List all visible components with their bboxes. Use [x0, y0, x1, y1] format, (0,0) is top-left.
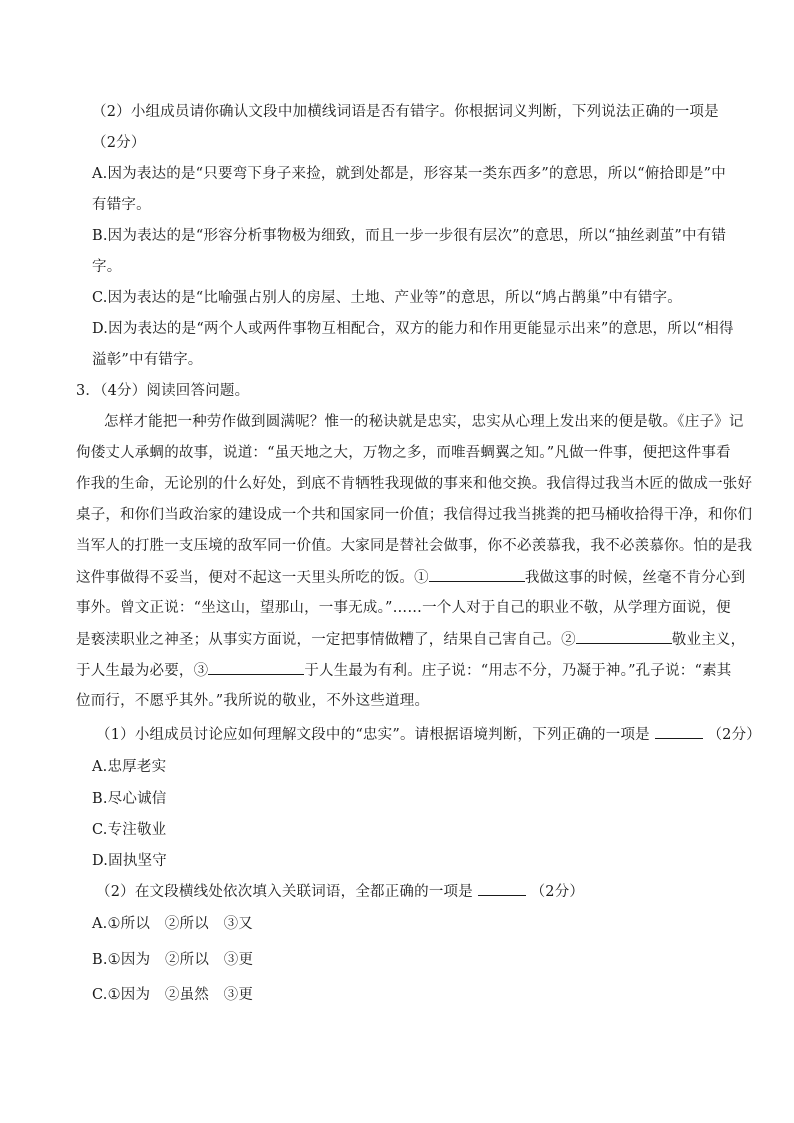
- q3-1-option-b: B.尽心诚信: [92, 791, 167, 807]
- passage-line-9-part2: 于人生最为有利。庄子说：“用志不分，乃凝于神。”孔子说：“素其: [304, 663, 732, 679]
- blank-2[interactable]: [576, 629, 672, 644]
- question-2-stem-score: （2分）: [92, 135, 146, 151]
- q3-1-option-a: A.忠厚老实: [92, 759, 167, 775]
- passage-line-7: 事外。曾文正说：“坐这山，望那山，一事无成。”……一个人对于自己的职业不敬，从学理方面说，便: [76, 600, 731, 616]
- question-3-title: 3．（4分）阅读回答问题。: [76, 383, 250, 399]
- option-a-line1: A.因为表达的是“只要弯下身子来捡，就到处都是，形容某一类东西多”的意思，所以“俯拾即是”中: [92, 166, 726, 182]
- passage-line-4: 桌子，和你们当政治家的建设成一个共和国家同一价值；我信得过我当挑粪的把马桶收拾得干净，和你们: [76, 507, 753, 523]
- passage-line-9: [76, 660, 732, 681]
- question-3-2-stem: [96, 881, 584, 902]
- option-a-line2: 有错字。: [92, 197, 151, 213]
- q3-2-option-b: B.①因为 ②所以 ③更: [92, 952, 254, 968]
- passage-line-3: 作我的生命，无论别的什么好处，到底不肯牺牲我现做的事来和他交换。我信得过我当木匠的做成一张好: [76, 476, 753, 492]
- question-3-2-score: （2分）: [530, 884, 585, 900]
- q3-1-option-c: C.专注敬业: [92, 822, 167, 838]
- passage-line-1: 怎样才能把一种劳作做到圆满呢？惟一的秘诀就是忠实，忠实从心理上发出来的便是敬。《庄子》记: [104, 414, 744, 430]
- passage-line-5: 当军人的打胜一支压境的敌军同一价值。大家同是替社会做事，你不必羡慕我，我不必羡慕你。怕的是我: [76, 538, 753, 554]
- passage-line-8: [76, 629, 745, 650]
- question-3-1-stem-text: （1）小组成员讨论应如何理解文段中的“忠实”。请根据语境判断，下列正确的一项是: [96, 727, 650, 743]
- q3-1-option-d: D.固执坚守: [92, 853, 167, 869]
- blank-1[interactable]: [429, 567, 525, 582]
- question-3-1-stem: [96, 724, 761, 745]
- question-3-2-stem-text: （2）在文段横线处依次填入关联词语，全都正确的一项是: [96, 884, 473, 900]
- option-d-line1: D.因为表达的是“两个人或两件事物互相配合，双方的能力和作用更能显示出来”的意思，所以“相得: [92, 321, 734, 337]
- passage-line-10: 位而行，不愿乎其外。”我所说的敬业，不外这些道理。: [76, 693, 430, 709]
- option-b-line2: 字。: [92, 259, 122, 275]
- question-3-1-score: （2分）: [707, 727, 762, 743]
- passage-line-2: 佝偻丈人承蜩的故事，说道：“虽天地之大，万物之多，而唯吾蜩翼之知。”凡做一件事，便把这件事看: [76, 445, 731, 461]
- answer-blank-3-1[interactable]: [655, 724, 703, 739]
- option-b-line1: B.因为表达的是“形容分析事物极为细致，而且一步一步很有层次”的意思，所以“抽丝剥茧”中有错: [92, 228, 727, 244]
- q3-2-option-a: A.①所以 ②所以 ③又: [92, 916, 253, 932]
- passage-line-8-part1: 是亵渎职业之神圣；从事实方面说，一定把事情做糟了，结果自己害自己。②: [76, 632, 576, 648]
- option-d-line2: 溢彰”中有错字。: [92, 352, 203, 368]
- passage-line-6-part1: 这件事做得不妥当，便对不起这一天里头所吃的饭。①: [76, 570, 429, 586]
- option-c-line1: C.因为表达的是“比喻强占别人的房屋、土地、产业等”的意思，所以“鸠占鹊巢”中有错字。: [92, 290, 682, 306]
- passage-line-6: [76, 567, 745, 588]
- q3-2-option-c: C.①因为 ②虽然 ③更: [92, 987, 254, 1003]
- passage-line-8-part2: 敬业主义，: [671, 632, 746, 648]
- passage-line-9-part1: 于人生最为必要，③: [76, 663, 209, 679]
- blank-3[interactable]: [208, 660, 304, 675]
- answer-blank-3-2[interactable]: [478, 881, 526, 896]
- passage-line-6-part2: 我做这事的时候，丝毫不肯分心到: [524, 570, 746, 586]
- question-2-stem-line1: （2）小组成员请你确认文段中加横线词语是否有错字。你根据词义判断，下列说法正确的一项是: [92, 104, 719, 120]
